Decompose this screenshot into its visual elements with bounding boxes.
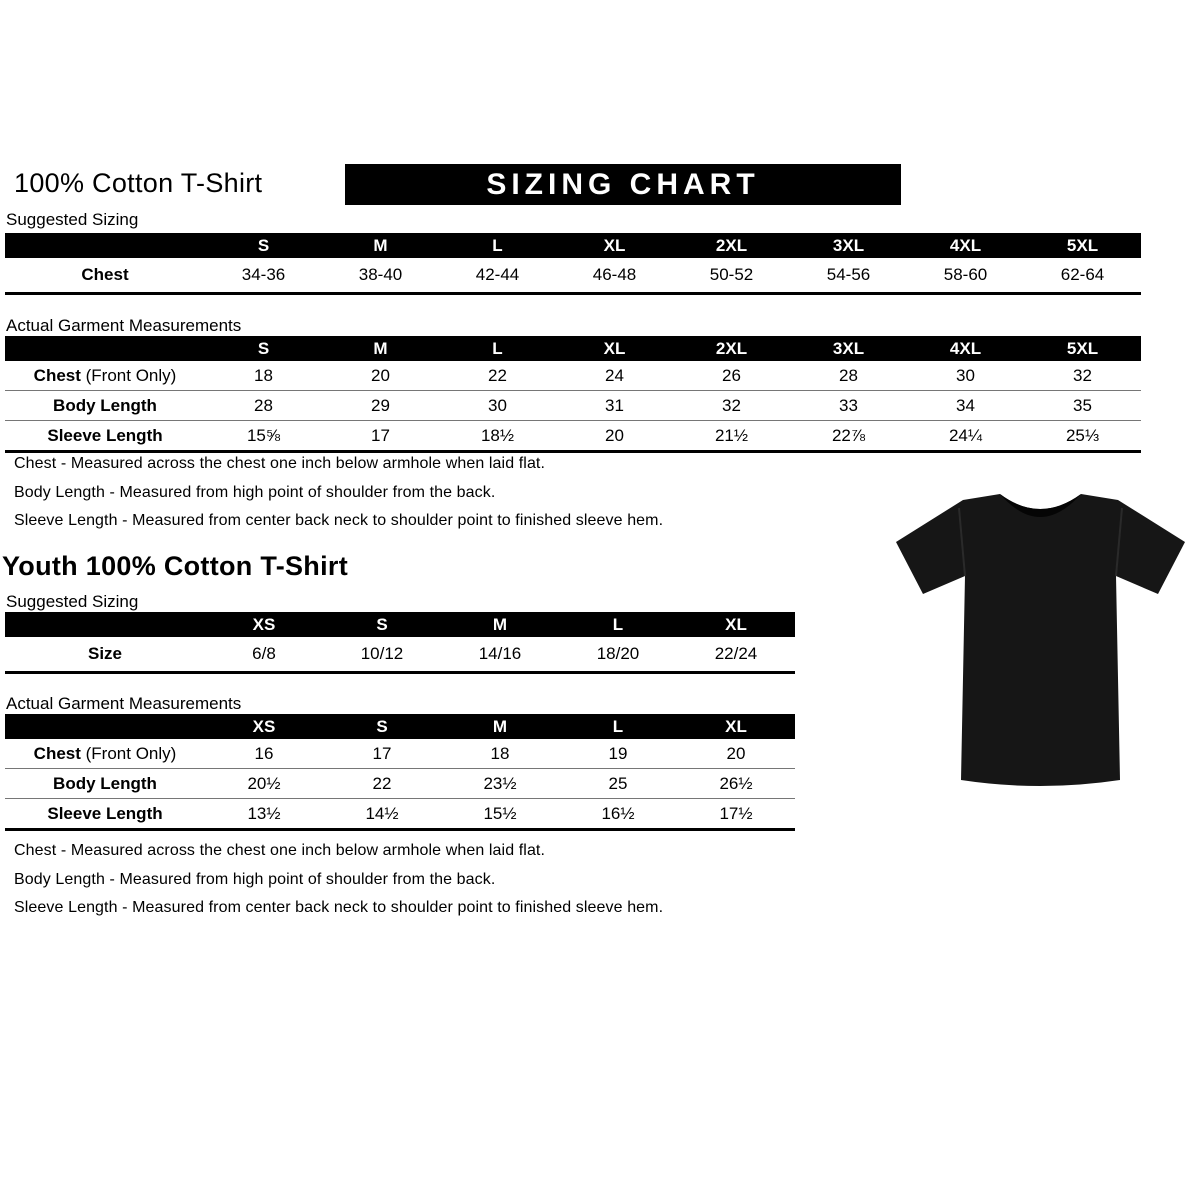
- row-label: Body Length: [5, 769, 205, 799]
- header-row: [5, 233, 1141, 258]
- tshirt-body: [896, 494, 1185, 786]
- value-cell: 29: [322, 391, 439, 421]
- size-header: 2XL: [673, 233, 790, 258]
- adult-actual-measurements-label: Actual Garment Measurements: [6, 316, 242, 335]
- table-row: [5, 739, 795, 769]
- value-cell: 20: [556, 421, 673, 452]
- value-cell: 6/8: [205, 637, 323, 673]
- value-cell: 21½: [673, 421, 790, 452]
- value-cell: 32: [1024, 361, 1141, 391]
- adult-suggested-sizing-table: [5, 233, 1141, 295]
- note-sleeve-length: Sleeve Length - Measured from center back neck to shoulder point to finished sleeve hem.: [14, 512, 664, 529]
- size-header: 2XL: [673, 336, 790, 361]
- value-cell: 50-52: [673, 258, 790, 294]
- value-cell: 17: [323, 739, 441, 769]
- value-cell: 30: [907, 361, 1024, 391]
- header-row: [5, 612, 795, 637]
- youth-suggested-sizing-label: Suggested Sizing: [6, 592, 139, 611]
- value-cell: 24: [556, 361, 673, 391]
- table-row: [5, 769, 795, 799]
- value-cell: 18/20: [559, 637, 677, 673]
- youth-section-title: Youth 100% Cotton T-Shirt: [2, 551, 348, 581]
- row-label: Size: [5, 637, 205, 673]
- size-header: 3XL: [790, 233, 907, 258]
- table-row: [5, 421, 1141, 452]
- table-row: [5, 799, 795, 830]
- value-cell: 14/16: [441, 637, 559, 673]
- value-cell: 14½: [323, 799, 441, 830]
- value-cell: 32: [673, 391, 790, 421]
- size-header: XS: [205, 612, 323, 637]
- value-cell: 15½: [441, 799, 559, 830]
- empty-header-cell: [5, 233, 205, 258]
- value-cell: 26½: [677, 769, 795, 799]
- table-row: [5, 361, 1141, 391]
- value-cell: 54-56: [790, 258, 907, 294]
- value-cell: 31: [556, 391, 673, 421]
- youth-actual-measurements-label: Actual Garment Measurements: [6, 694, 242, 713]
- note-body-length: Body Length - Measured from high point of shoulder from the back.: [14, 484, 496, 501]
- size-header: XL: [677, 612, 795, 637]
- value-cell: 19: [559, 739, 677, 769]
- value-cell: 22: [439, 361, 556, 391]
- row-label: Chest (Front Only): [5, 739, 205, 769]
- table-row: [5, 391, 1141, 421]
- value-cell: 18: [205, 361, 322, 391]
- size-header: XL: [556, 233, 673, 258]
- empty-header-cell: [5, 612, 205, 637]
- value-cell: 24¼: [907, 421, 1024, 452]
- value-cell: 34: [907, 391, 1024, 421]
- table-row: [5, 258, 1141, 294]
- row-label: Sleeve Length: [5, 799, 205, 830]
- value-cell: 18½: [439, 421, 556, 452]
- size-header: XS: [205, 714, 323, 739]
- size-header: M: [441, 714, 559, 739]
- value-cell: 18: [441, 739, 559, 769]
- value-cell: 38-40: [322, 258, 439, 294]
- value-cell: 10/12: [323, 637, 441, 673]
- size-header: M: [322, 233, 439, 258]
- youth-suggested-sizing-table: [5, 612, 795, 674]
- value-cell: 35: [1024, 391, 1141, 421]
- size-header: 3XL: [790, 336, 907, 361]
- size-header: L: [439, 336, 556, 361]
- note-sleeve-length: Sleeve Length - Measured from center back neck to shoulder point to finished sleeve hem.: [14, 899, 664, 916]
- value-cell: 17½: [677, 799, 795, 830]
- value-cell: 20: [322, 361, 439, 391]
- value-cell: 25: [559, 769, 677, 799]
- value-cell: 15⅝: [205, 421, 322, 452]
- row-label: Chest: [5, 258, 205, 294]
- header-row: [5, 714, 795, 739]
- value-cell: 16: [205, 739, 323, 769]
- sizing-chart-banner: SIZING CHART: [345, 164, 901, 205]
- value-cell: 42-44: [439, 258, 556, 294]
- size-header: 4XL: [907, 233, 1024, 258]
- value-cell: 20½: [205, 769, 323, 799]
- size-header: S: [205, 233, 322, 258]
- empty-header-cell: [5, 714, 205, 739]
- value-cell: 20: [677, 739, 795, 769]
- value-cell: 23½: [441, 769, 559, 799]
- page-title: 100% Cotton T-Shirt: [14, 168, 263, 198]
- size-header: XL: [556, 336, 673, 361]
- value-cell: 62-64: [1024, 258, 1141, 294]
- value-cell: 46-48: [556, 258, 673, 294]
- value-cell: 22⅞: [790, 421, 907, 452]
- header-row: [5, 336, 1141, 361]
- size-header: XL: [677, 714, 795, 739]
- row-label: Chest (Front Only): [5, 361, 205, 391]
- note-chest: Chest - Measured across the chest one inch below armhole when laid flat.: [14, 842, 546, 859]
- size-header: S: [205, 336, 322, 361]
- youth-actual-measurements-table: [5, 714, 795, 831]
- size-header: 5XL: [1024, 336, 1141, 361]
- size-header: L: [559, 714, 677, 739]
- row-label: Sleeve Length: [5, 421, 205, 452]
- adult-actual-measurements-table: [5, 336, 1141, 453]
- value-cell: 25⅓: [1024, 421, 1141, 452]
- tshirt-image: [893, 478, 1188, 803]
- value-cell: 58-60: [907, 258, 1024, 294]
- empty-header-cell: [5, 336, 205, 361]
- size-header: S: [323, 612, 441, 637]
- value-cell: 28: [205, 391, 322, 421]
- value-cell: 30: [439, 391, 556, 421]
- row-label-suffix: (Front Only): [80, 365, 177, 385]
- value-cell: 33: [790, 391, 907, 421]
- value-cell: 26: [673, 361, 790, 391]
- size-header: S: [323, 714, 441, 739]
- note-body-length: Body Length - Measured from high point of shoulder from the back.: [14, 871, 496, 888]
- value-cell: 28: [790, 361, 907, 391]
- value-cell: 17: [322, 421, 439, 452]
- value-cell: 16½: [559, 799, 677, 830]
- value-cell: 22: [323, 769, 441, 799]
- size-header: 5XL: [1024, 233, 1141, 258]
- note-chest: Chest - Measured across the chest one inch below armhole when laid flat.: [14, 455, 546, 472]
- size-header: M: [441, 612, 559, 637]
- adult-suggested-sizing-label: Suggested Sizing: [6, 210, 139, 229]
- value-cell: 22/24: [677, 637, 795, 673]
- value-cell: 34-36: [205, 258, 322, 294]
- size-header: M: [322, 336, 439, 361]
- size-header: L: [559, 612, 677, 637]
- row-label: Body Length: [5, 391, 205, 421]
- size-header: 4XL: [907, 336, 1024, 361]
- table-row: [5, 637, 795, 673]
- size-header: L: [439, 233, 556, 258]
- value-cell: 13½: [205, 799, 323, 830]
- row-label-suffix: (Front Only): [80, 743, 177, 763]
